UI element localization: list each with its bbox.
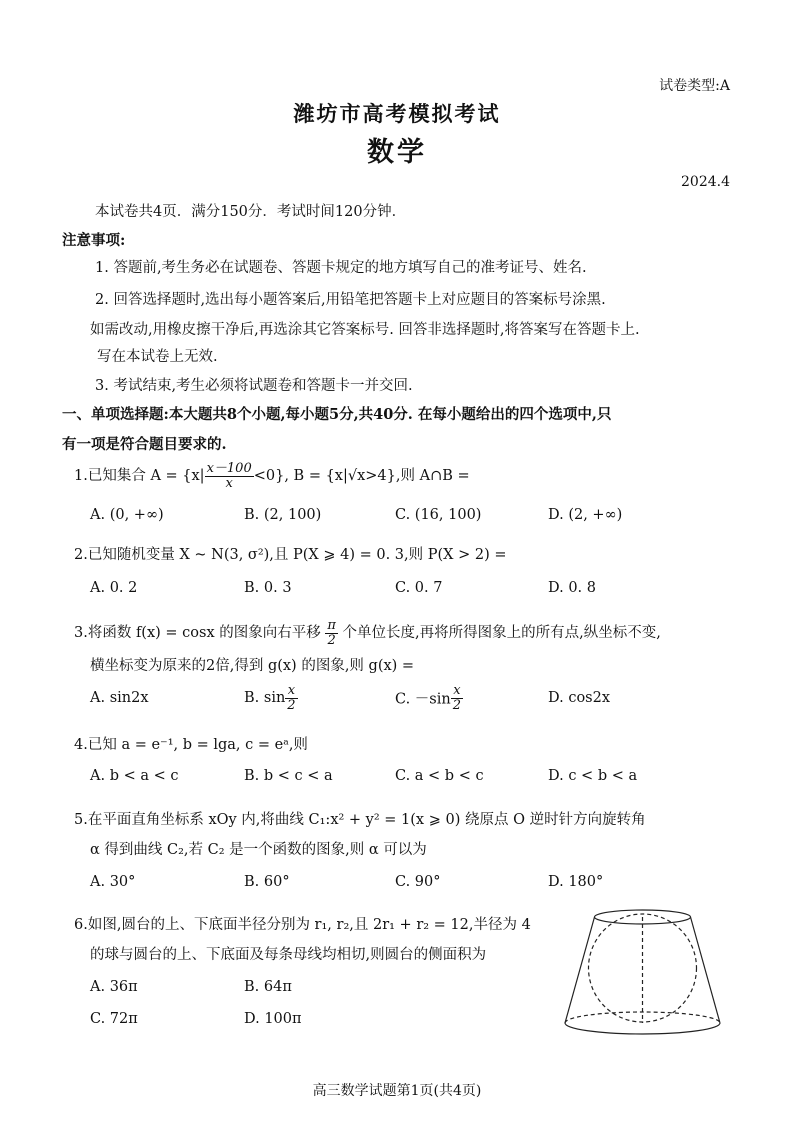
bottom-base-front	[565, 1023, 720, 1034]
q1-post: <0}, B = {x|√x>4},则 A∩B =	[253, 468, 470, 485]
question-3	[74, 619, 661, 647]
q1-option-b: B. (2, 100)	[244, 507, 322, 523]
q4-option-b: B. b < c < a	[244, 768, 333, 784]
q1-frac-num: x－100	[206, 461, 252, 476]
q5-option-d: D. 180°	[548, 874, 604, 890]
question-5: 5.在平面直角坐标系 xOy 内,将曲线 C₁:x² + y² = 1(x ⩾ 0) 绕原点 O 逆时针方向旋转角	[74, 812, 646, 828]
question-3-line2: 横坐标变为原来的2倍,得到 g(x) 的图象,则 g(x) =	[90, 658, 415, 674]
note-2: 2. 回答选择题时,选出每小题答案后,用铅笔把答题卡上对应题目的答案标号涂黑.	[95, 292, 606, 308]
q3-option-a: A. sin2x	[90, 690, 149, 706]
q1-option-c: C. (16, 100)	[395, 507, 482, 523]
q3-fraction	[325, 619, 338, 647]
q2-option-b: B. 0. 3	[244, 580, 292, 596]
right-generatrix	[691, 917, 721, 1023]
q2-option-d: D. 0. 8	[548, 580, 596, 596]
question-1	[74, 462, 470, 490]
section-1-heading-cont: 有一项是符合题目要求的.	[62, 436, 227, 453]
q4-option-d: D. c < b < a	[548, 768, 638, 784]
q3-option-d: D. cos2x	[548, 690, 611, 706]
q2-option-a: A. 0. 2	[90, 580, 138, 596]
q3-b-pre: B. sin	[244, 690, 286, 707]
q5-option-b: B. 60°	[244, 874, 290, 890]
subject-title: 数学	[367, 137, 427, 168]
q3-c-fraction	[451, 684, 463, 712]
notes-heading: 注意事项:	[62, 232, 126, 249]
q3-frac-den: 2	[327, 632, 336, 648]
q3-pre: 3.将函数 f(x) = cosx 的图象向右平移	[74, 625, 321, 642]
q4-option-a: A. b < a < c	[90, 768, 179, 784]
question-5-line2: α 得到曲线 C₂,若 C₂ 是一个函数的图象,则 α 可以为	[90, 842, 427, 858]
q6-option-d: D. 100π	[244, 1011, 302, 1027]
paper-type: 试卷类型:A	[659, 78, 730, 94]
q6-option-b: B. 64π	[244, 979, 292, 995]
exam-date: 2024.4	[681, 174, 730, 190]
q3-c-num: x	[451, 684, 463, 699]
note-2-cont: 如需改动,用橡皮擦干净后,再选涂其它答案标号. 回答非选择题时,将答案写在答题卡上.	[90, 322, 640, 338]
q4-option-c: C. a < b < c	[395, 768, 484, 784]
note-1: 1. 答题前,考生务必在试题卷、答题卡规定的地方填写自己的准考证号、姓名.	[95, 260, 587, 276]
left-generatrix	[565, 917, 595, 1023]
q3-frac-num: π	[327, 618, 336, 633]
note-3: 3. 考试结束,考生必须将试题卷和答题卡一并交回.	[95, 378, 413, 394]
q3-b-num: x	[285, 684, 297, 699]
q6-option-a: A. 36π	[90, 979, 138, 995]
q6-option-c: C. 72π	[90, 1011, 138, 1027]
question-6: 6.如图,圆台的上、下底面半径分别为 r₁, r₂,且 2r₁ + r₂ = 12,半径为 4	[74, 917, 531, 933]
note-2-end: 写在本试卷上无效.	[97, 349, 218, 365]
q3-c-pre: C. －sin	[395, 691, 451, 708]
q3-option-c	[395, 684, 463, 712]
q5-option-a: A. 30°	[90, 874, 136, 890]
intro-text: 本试卷共4页．满分150分．考试时间120分钟．	[95, 204, 407, 220]
exam-title: 潍坊市高考模拟考试	[293, 101, 501, 126]
q3-post: 个单位长度,再将所得图象上的所有点,纵坐标不变,	[342, 625, 661, 642]
question-6-line2: 的球与圆台的上、下底面及每条母线均相切,则圆台的侧面积为	[90, 947, 487, 963]
q3-c-den: 2	[452, 697, 461, 713]
q3-b-den: 2	[287, 697, 296, 713]
q3-b-fraction	[285, 684, 297, 712]
q1-fraction	[205, 462, 254, 490]
q5-option-c: C. 90°	[395, 874, 441, 890]
q1-pre: 1.已知集合 A = {x|	[74, 468, 205, 485]
q1-option-a: A. (0, +∞)	[90, 507, 164, 523]
q1-frac-den: x	[225, 475, 233, 491]
q1-option-d: D. (2, +∞)	[548, 507, 623, 523]
q3-option-b	[244, 684, 298, 712]
q2-option-c: C. 0. 7	[395, 580, 443, 596]
question-2: 2.已知随机变量 X ~ N(3, σ²),且 P(X ⩾ 4) = 0. 3,则 P(X > 2) =	[74, 547, 507, 563]
question-4: 4.已知 a = e⁻¹, b = lga, c = eᵃ,则	[74, 737, 308, 753]
section-1-heading: 一、单项选择题:本大题共8个小题,每小题5分,共40分. 在每小题给出的四个选项中,只	[62, 406, 612, 423]
frustum-sphere-diagram	[555, 905, 730, 1040]
page-footer: 高三数学试题第1页(共4页)	[312, 1083, 482, 1099]
